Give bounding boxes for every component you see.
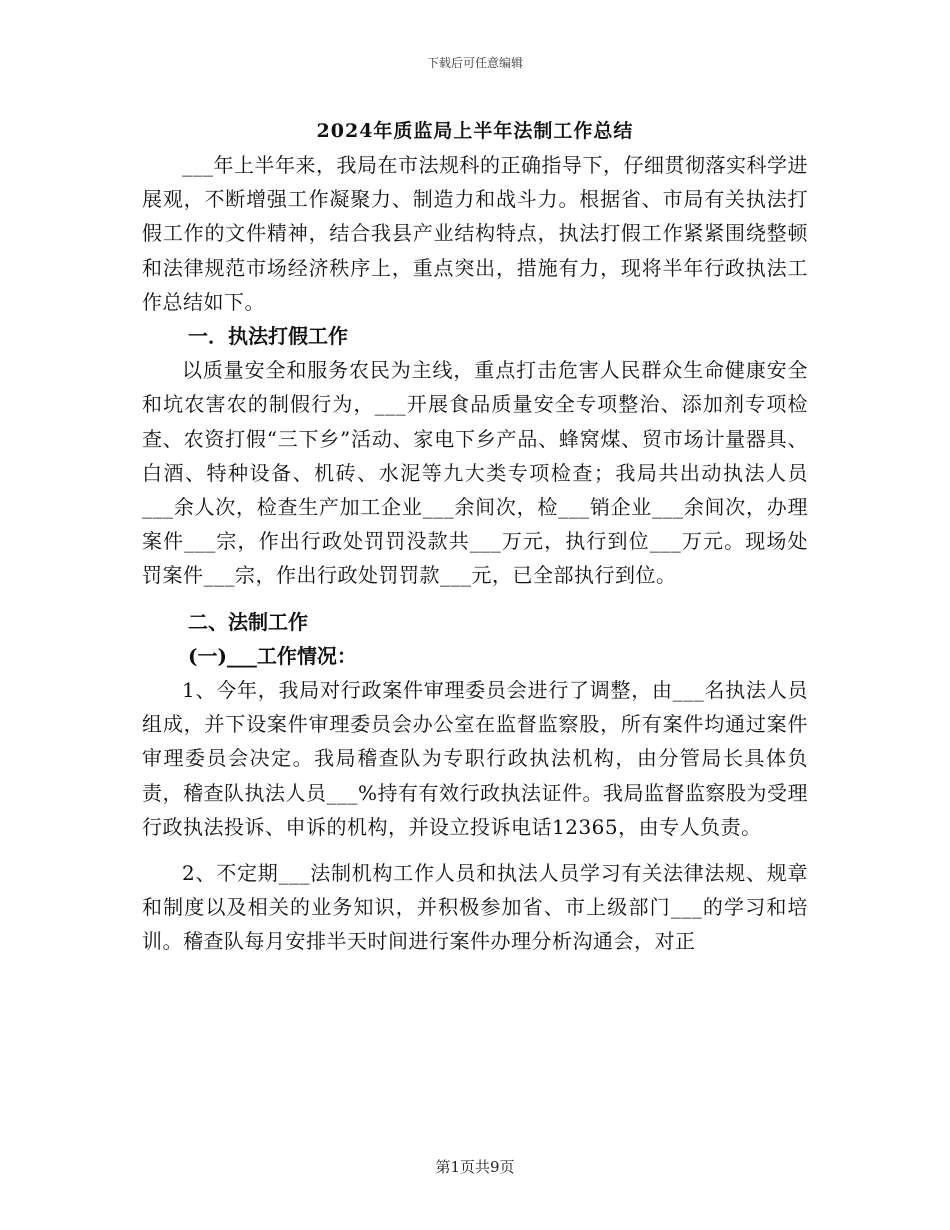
subsection-heading-work-status: (一)___工作情况： <box>188 643 357 668</box>
item-2-paragraph: 2、不定期___法制机构工作人员和执法人员学习有关法律法规、规章和制度以及相关的业务知识，并积极参加省、市上级部门___的学习和培训。稽查队每月安排半天时间进行案件办理分析沟通会，对正 <box>142 861 808 954</box>
section-heading-legal: 二、法制工作 <box>188 609 308 634</box>
document-body <box>142 148 808 959</box>
section-heading-enforcement: 一．执法打假工作 <box>188 324 348 349</box>
page-header: 下载后可任意编辑 <box>426 56 523 70</box>
page-number-footer: 第1页共9页 <box>435 1158 515 1176</box>
intro-paragraph: ___年上半年来，我局在市法规科的正确指导下，仔细贯彻落实科学进展观，不断增强工作凝聚力、制造力和战斗力。根据省、市局有关执法打假工作的文件精神，结合我县产业结构特点，执法打假工作紧紧围绕整顿和法律规范市场经济秩序上，重点突出，措施有力，现将半年行政执法工作总结如下。 <box>142 153 808 314</box>
document-title: 2024年质监局上半年法制工作总结 <box>316 120 634 142</box>
item-1-paragraph: 1、今年，我局对行政案件审理委员会进行了调整，由___名执法人员组成，并下设案件审理委员会办公室在监督监察股，所有案件均通过案件审理委员会决定。我局稽查队为专职行政执法机构，由分管局长具体负责，稽查队执法人员___%持有有效行政执法证件。我局监督监察股为受理行政执法投诉、申诉的机构，并设立投诉电话12365，由专人负责。 <box>142 678 809 839</box>
enforcement-paragraph: 以质量安全和服务农民为主线，重点打击危害人民群众生命健康安全和坑农害农的制假行为，___开展食品质量安全专项整治、添加剂专项检查、农资打假“三下乡”活动、家电下乡产品、蜂窝煤、贸市场计量器具、白酒、特种设备、机砖、水泥等九大类专项检查；我局共出动执法人员___余人次，检查生产加工企业___余间次，检___销企业___余间次，办理案件___宗，作出行政处罚罚没款共___万元，执行到位___万元。现场处罚案件___宗，作出行政处罚罚款___元，已全部执行到位。 <box>142 358 808 588</box>
